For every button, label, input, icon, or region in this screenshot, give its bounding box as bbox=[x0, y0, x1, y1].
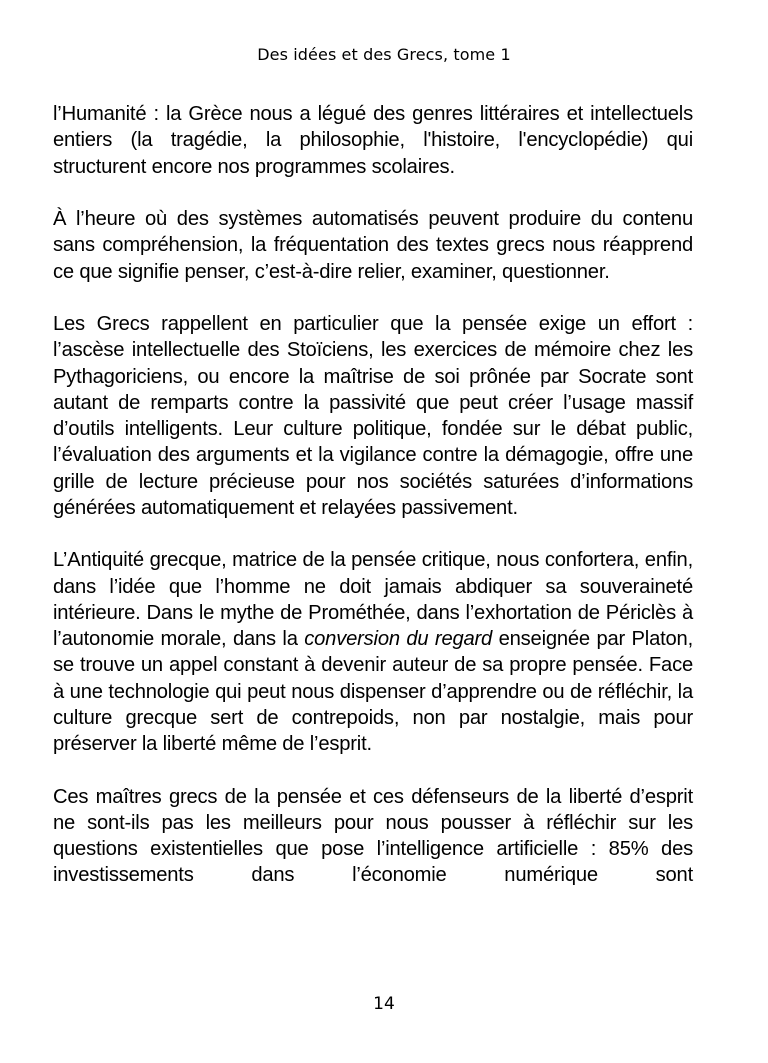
page-number: 14 bbox=[373, 994, 395, 1014]
running-title: Des idées et des Grecs, tome 1 bbox=[257, 45, 511, 64]
paragraph-effort-pensee: Les Grecs rappellent en particulier que la pensée exige un effort : l’ascèse intellectuelle des Stoïciens, les exercices de mémoire chez les Pythagoriciens, ou encore la maîtrise de soi prônée par Socrate sont autant de remparts contre la passivité que peut créer l’usage massif d’outils intelligents. Leur culture politique, fondée sur le débat public, l’évaluation des arguments et la vigilance contre la démagogie, offre une grille de lecture précieuse pour nos sociétés saturées d’informations générées automatiquement et relayées passivement. bbox=[53, 313, 693, 519]
paragraph-humanite: l’Humanité : la Grèce nous a légué des genres littéraires et intellectuels entiers (la tragédie, la philosophie, l'histoire, l'encyclopédie) qui structurent encore nos programmes scolaires. bbox=[53, 103, 693, 178]
paragraph-text-before-emphasis: L’Antiquité grecque, matrice de la pensée critique, nous confortera, enfin, dans l’idée que l’homme ne doit jamais abdiquer sa souveraineté intérieure. Dans le mythe de Prométhée, dans l’exhortation de Périclès à l’autonomie morale, dans la bbox=[53, 549, 693, 650]
page-body bbox=[53, 101, 693, 889]
paragraph-antiquite-grecque bbox=[53, 547, 693, 757]
running-header bbox=[0, 44, 768, 66]
paragraph-systemes-automatises: À l’heure où des systèmes automatisés peuvent produire du contenu sans compréhension, la fréquentation des textes grecs nous réapprend ce que signifie penser, c’est-à-dire relier, examiner, questionner. bbox=[53, 208, 693, 283]
paragraph-maitres-grecs: Ces maîtres grecs de la pensée et ces défenseurs de la liberté d’esprit ne sont-ils pas les meilleurs pour nous pousser à réfléchir sur les questions existentielles que pose l’intelligence artificielle : 85% des investissements dans l’économie numérique sont bbox=[53, 785, 693, 887]
paragraph-text-after-emphasis: enseignée par Platon, se trouve un appel constant à devenir auteur de sa propre pensée. Face à une technologie qui peut nous dispenser d’apprendre ou de réfléchir, la culture grecque sert de contrepoids, non par nostalgie, mais pour préserver la liberté même de l’esprit. bbox=[53, 628, 693, 755]
emphasis-conversion-du-regard: conversion du regard bbox=[304, 628, 493, 650]
